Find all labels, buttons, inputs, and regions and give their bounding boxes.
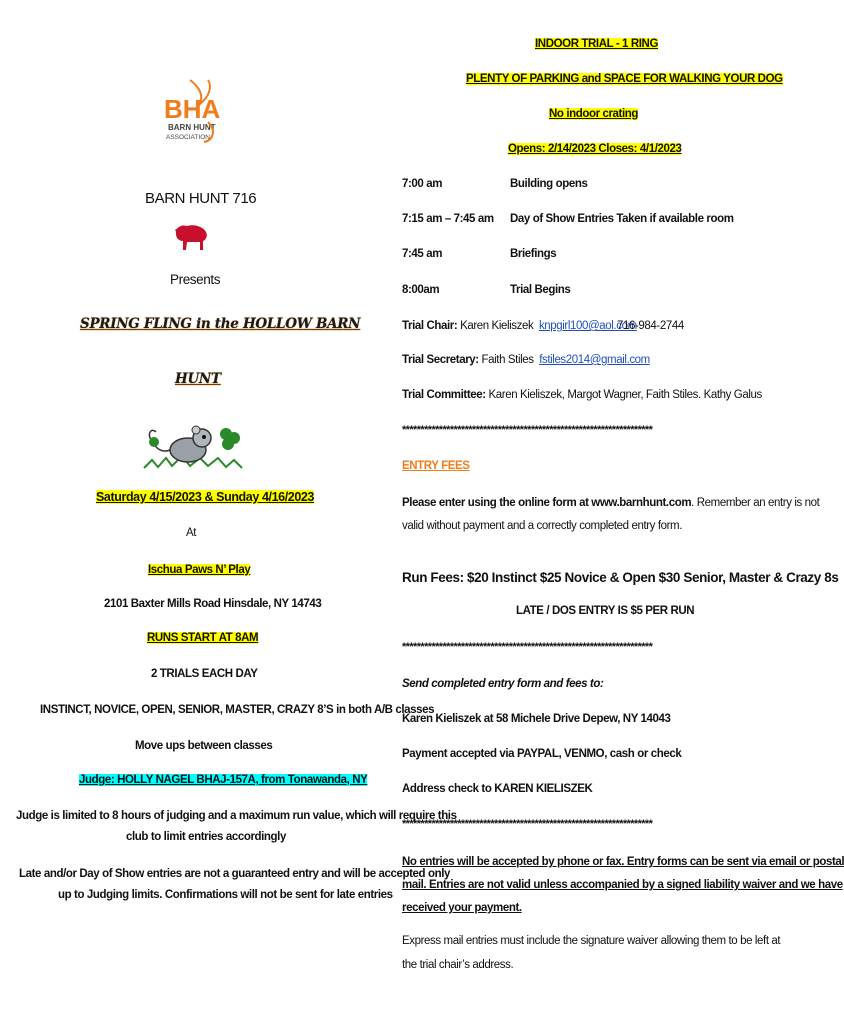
event-dates: Saturday 4/15/2023 & Sunday 4/16/2023 <box>96 490 314 504</box>
trial-committee <box>402 389 762 401</box>
no-entries-line-1: No entries will be accepted by phone or fax. Entry forms can be sent via email or postal <box>402 856 844 868</box>
header-line-dates: Opens: 2/14/2023 Closes: 4/1/2023 <box>508 143 682 155</box>
trials-each-day: 2 TRIALS EACH DAY <box>151 668 258 680</box>
schedule-event: Trial Begins <box>510 284 571 296</box>
divider-stars-2: ******************************************************************** <box>402 641 653 653</box>
mailing-address: Karen Kieliszek at 58 Michele Drive Depew, NY 14043 <box>402 713 671 725</box>
bison-icon <box>173 222 209 254</box>
presents-text: Presents <box>170 272 221 287</box>
trial-committee-label: Trial Committee: <box>402 389 486 401</box>
logo-small-text-2: ASSOCIATION <box>166 134 210 141</box>
divider-stars-3: ******************************************************************** <box>402 818 653 830</box>
run-fees: Run Fees: $20 Instinct $25 Novice & Open $30 Senior, Master & Crazy 8s <box>402 570 839 585</box>
trial-chair-phone: 716-984-2744 <box>617 320 684 332</box>
judge-limit-line-2: club to limit entries accordingly <box>126 831 286 843</box>
schedule-event: Day of Show Entries Taken if available room <box>510 213 734 225</box>
trial-chair <box>402 320 637 332</box>
online-entry-rest: . Remember an entry is not <box>691 497 820 509</box>
venue-address: 2101 Baxter Mills Road Hinsdale, NY 14743 <box>104 598 322 610</box>
trial-secretary-email-link[interactable]: fstiles2014@gmail.com <box>539 354 650 366</box>
late-entries-line-2: up to Judging limits. Confirmations will not be sent for late entries <box>58 889 393 901</box>
no-entries-line-3: received your payment. <box>402 902 522 914</box>
event-title-line-1: SPRING FLING in the HOLLOW BARN <box>80 316 361 332</box>
schedule-time: 7:00 am <box>402 178 443 190</box>
entry-fees-heading: ENTRY FEES <box>402 460 470 472</box>
divider-stars-1: ******************************************************************** <box>402 424 653 436</box>
schedule-time: 7:45 am <box>402 248 443 260</box>
judge-limit-line-1: Judge is limited to 8 hours of judging and a maximum run value, which will require this <box>16 810 457 822</box>
venue-name: Ischua Paws N’ Play <box>148 564 251 576</box>
trial-committee-names: Karen Kieliszek, Margot Wagner, Faith Stiles. Kathy Galus <box>485 389 762 401</box>
payment-methods: Payment accepted via PAYPAL, VENMO, cash or check <box>402 748 682 760</box>
club-name: BARN HUNT 716 <box>145 190 257 207</box>
event-title-line-2: HUNT <box>175 371 221 387</box>
trial-chair-email-link[interactable]: knpgirl100@aol.com <box>538 320 637 332</box>
rat-hay-illustration <box>142 420 244 474</box>
header-line-indoor-trial: INDOOR TRIAL - 1 RING <box>535 38 659 50</box>
judge-info: Judge: HOLLY NAGEL BHAJ-157A, from Tonawanda, NY <box>79 774 368 786</box>
trial-chair-label: Trial Chair: <box>402 320 458 332</box>
bha-logo <box>160 78 222 146</box>
schedule-time: 7:15 am – 7:45 am <box>402 213 494 225</box>
at-text: At <box>186 527 197 539</box>
logo-small-text-1: BARN HUNT <box>168 123 216 132</box>
schedule-time: 8:00am <box>402 284 440 296</box>
trial-chair-name: Karen Kieliszek <box>457 320 539 332</box>
header-line-crating: No indoor crating <box>549 108 639 120</box>
check-payee: Address check to KAREN KIELISZEK <box>402 783 593 795</box>
express-mail-line-2: the trial chair’s address. <box>402 959 514 971</box>
late-entries-line-1: Late and/or Day of Show entries are not a guaranteed entry and will be accepted only <box>19 868 450 880</box>
header-line-parking: PLENTY OF PARKING and SPACE FOR WALKING YOUR DOG <box>466 73 783 85</box>
logo-big-text: BHA <box>164 94 221 124</box>
trial-secretary <box>402 354 650 366</box>
express-mail-line-1: Express mail entries must include the signature waiver allowing them to be left at <box>402 935 781 947</box>
trial-secretary-label: Trial Secretary: <box>402 354 479 366</box>
online-entry-line-1 <box>402 497 819 509</box>
send-to-heading: Send completed entry form and fees to: <box>402 678 604 690</box>
schedule-event: Briefings <box>510 248 557 260</box>
trial-secretary-name: Faith Stiles <box>478 354 540 366</box>
move-ups: Move ups between classes <box>135 740 273 752</box>
late-fee: LATE / DOS ENTRY IS $5 PER RUN <box>516 605 695 617</box>
online-entry-bold: Please enter using the online form at www.barnhunt.com <box>402 497 692 509</box>
online-entry-line-2: valid without payment and a correctly completed entry form. <box>402 520 683 532</box>
classes-offered: INSTINCT, NOVICE, OPEN, SENIOR, MASTER, CRAZY 8’S in both A/B classes <box>40 704 435 716</box>
no-entries-line-2: mail. Entries are not valid unless accompanied by a signed liability waiver and we have <box>402 879 843 891</box>
runs-start: RUNS START AT 8AM <box>147 632 259 644</box>
schedule-event: Building opens <box>510 178 588 190</box>
